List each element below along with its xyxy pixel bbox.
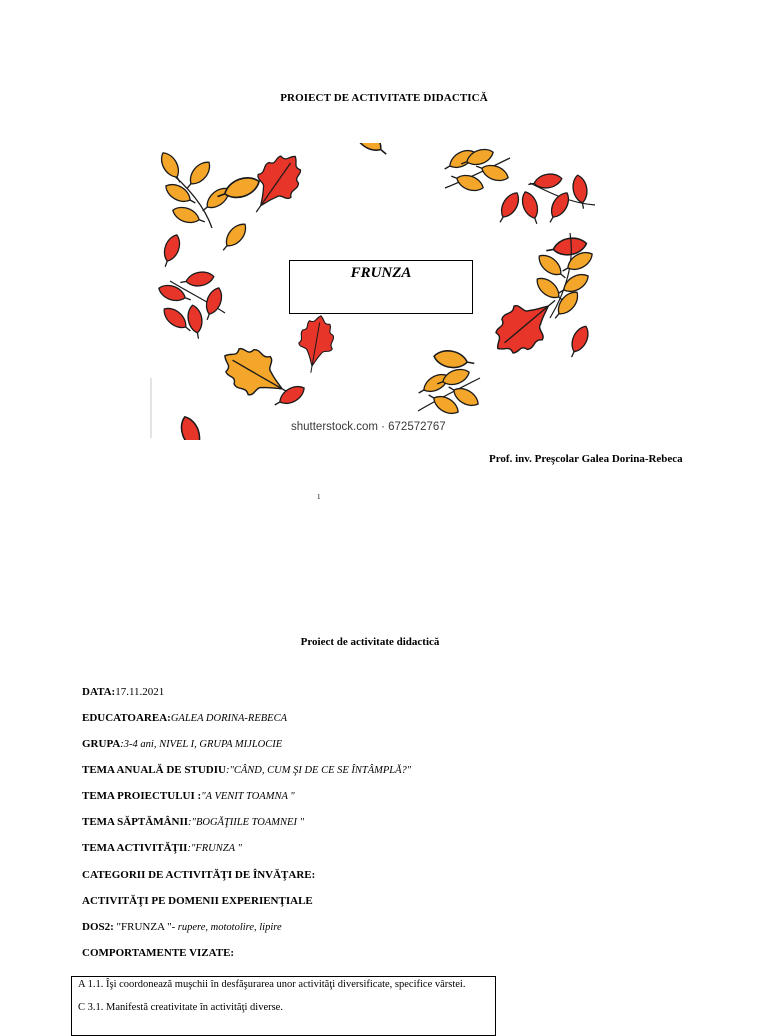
field-project-theme — [82, 790, 295, 802]
field-teacher — [82, 712, 287, 724]
categories-heading — [82, 869, 315, 881]
field-label: TEMA PROIECTULUI : — [82, 790, 202, 802]
heading-text: CATEGORII DE ACTIVITĂŢI DE ÎNVĂŢARE: — [82, 869, 316, 881]
domains-heading — [82, 895, 313, 907]
field-value: "FRUNZA " — [113, 921, 172, 933]
field-activity-theme — [82, 842, 242, 854]
field-group — [82, 738, 282, 750]
leaf-branch-icon — [494, 172, 595, 226]
field-date — [82, 686, 164, 698]
field-label: GRUPA — [82, 738, 121, 750]
page-number: 1 — [317, 493, 321, 501]
field-label: DATA: — [82, 686, 116, 698]
field-value-italic: - rupere, mototolire, lipire — [171, 922, 282, 933]
field-value: GALEA DORINA-REBECA — [170, 713, 287, 724]
leaf-branch-icon — [415, 366, 481, 418]
title-box — [289, 260, 473, 314]
leaf-icon — [565, 323, 592, 360]
field-label: TEMA ACTIVITĂŢII — [82, 842, 188, 854]
field-week-theme — [82, 816, 304, 828]
leaf-branch-icon — [157, 150, 233, 229]
field-value: :"CÂND, CUM ŞI DE CE SE ÎNTÂMPLĂ?" — [225, 765, 412, 776]
leaf-icon — [159, 233, 183, 270]
field-value: 17.11.2021 — [115, 686, 165, 698]
objectives-table — [71, 976, 496, 1036]
field-label: TEMA SĂPTĂMÂNII — [82, 816, 189, 828]
field-value: :3-4 ani, NIVEL I, GRUPA MIJLOCIE — [120, 739, 283, 750]
field-value: :"BOGĂŢIILE TOAMNEI " — [188, 817, 304, 828]
field-label: DOS2: — [82, 921, 114, 933]
field-value: :"FRUNZA " — [187, 843, 242, 854]
field-label: EDUCATOAREA: — [82, 712, 171, 724]
leaf-icon — [177, 414, 206, 440]
objective-row: A 1.1. Îşi coordonează muşchii în desfăşurarea unor activităţi diversificate, specifice vârstei. — [78, 979, 466, 990]
watermark: shutterstock.com · 672572767 — [291, 421, 446, 433]
leaf-branch-icon — [441, 146, 510, 194]
leaf-icon — [218, 220, 250, 255]
field-dos — [82, 921, 282, 933]
field-label: TEMA ANUALĂ DE STUDIU — [82, 764, 226, 776]
leaf-branch-icon — [157, 270, 226, 340]
author-line: Prof. inv. Preşcolar Galea Dorina-Rebeca — [489, 453, 683, 465]
document-title: PROIECT DE ACTIVITATE DIDACTICĂ — [280, 92, 488, 104]
box-title: FRUNZA — [350, 265, 412, 281]
field-annual-theme — [82, 764, 411, 776]
objective-row: C 3.1. Manifestă creativitate în activităţi diverse. — [78, 1002, 283, 1013]
section-title: Proiect de activitate didactică — [300, 636, 440, 648]
leaf-icon — [433, 348, 476, 371]
heading-text: COMPORTAMENTE VIZATE: — [82, 947, 235, 959]
behaviours-heading — [82, 947, 234, 959]
heading-text: ACTIVITĂŢI PE DOMENII EXPERIENŢIALE — [82, 895, 313, 907]
oak-leaf-icon — [294, 313, 338, 376]
leaf-icon — [350, 143, 392, 160]
field-value: "A VENIT TOAMNA " — [201, 791, 295, 802]
